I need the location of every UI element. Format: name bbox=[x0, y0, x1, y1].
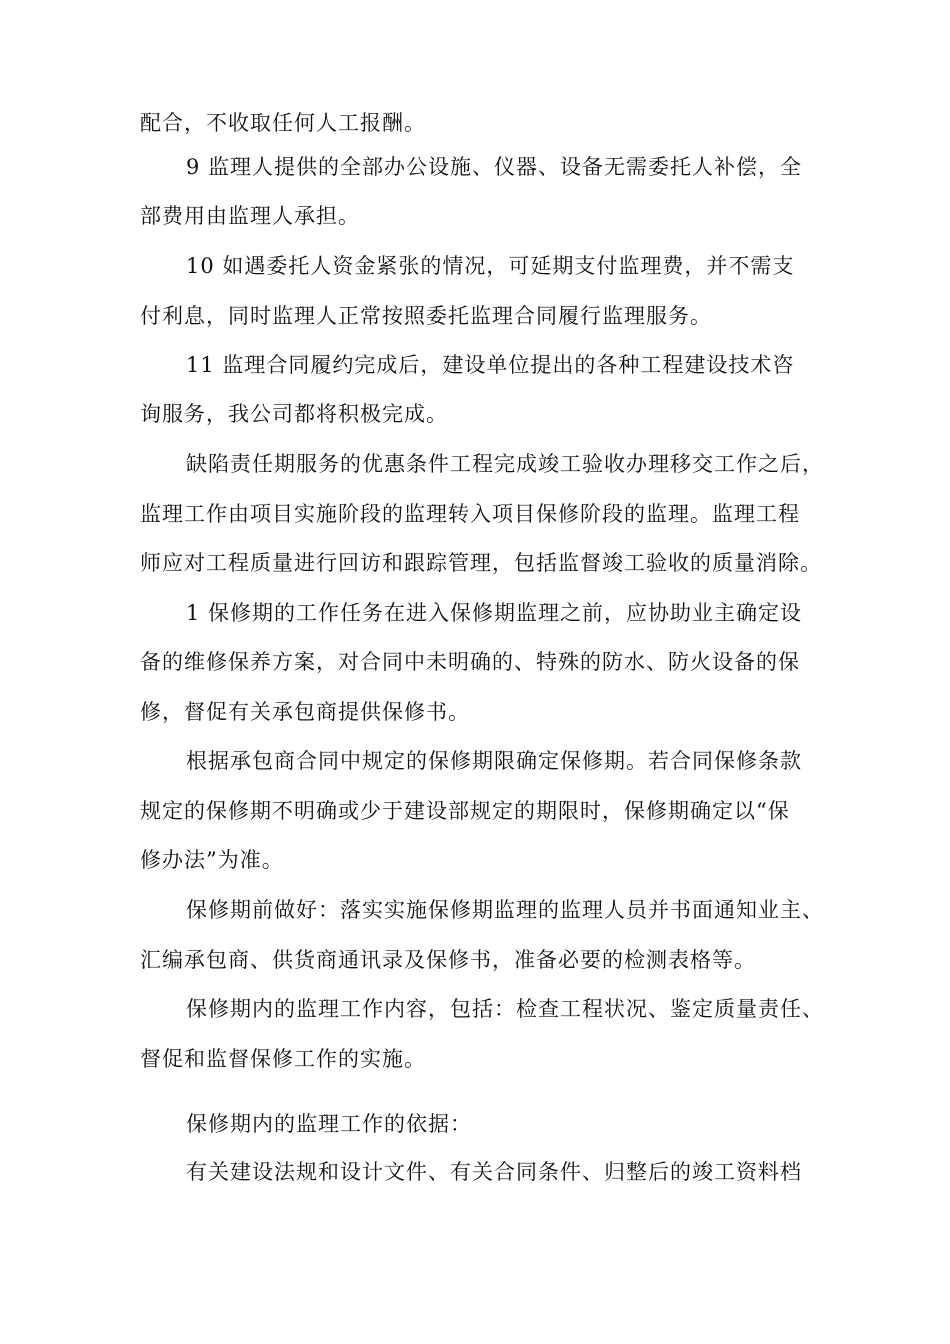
text-line: 师应对工程质量进行回访和跟踪管理，包括监督竣工验收的质量消除。 bbox=[140, 551, 822, 575]
text-line: 保修期内的监理工作的依据： bbox=[186, 1112, 472, 1136]
text-line: 有关建设法规和设计文件、有关合同条件、归整后的竣工资料档 bbox=[186, 1160, 802, 1184]
text-line: 缺陷责任期服务的优惠条件工程完成竣工验收办理移交工作之后， bbox=[186, 452, 824, 476]
text-line: 11 监理合同履约完成后，建设单位提出的各种工程建设技术咨 bbox=[186, 353, 795, 377]
text-line: 备的维修保养方案，对合同中未明确的、特殊的防水、防火设备的保 bbox=[140, 650, 800, 674]
text-line: 9 监理人提供的全部办公设施、仪器、设备无需委托人补偿，全 bbox=[186, 155, 803, 179]
text-line: 10 如遇委托人资金紧张的情况，可延期支付监理费，并不需支 bbox=[186, 254, 795, 278]
text-line: 督促和监督保修工作的实施。 bbox=[140, 1047, 426, 1071]
text-line: 规定的保修期不明确或少于建设部规定的期限时，保修期确定以“保 bbox=[140, 799, 790, 823]
text-line: 修办法”为准。 bbox=[140, 848, 284, 872]
text-line: 付利息，同时监理人正常按照委托监理合同履行监理服务。 bbox=[140, 304, 712, 328]
text-line: 1 保修期的工作任务在进入保修期监理之前，应协助业主确定设 bbox=[186, 601, 803, 625]
text-line: 询服务，我公司都将积极完成。 bbox=[140, 402, 448, 426]
text-line: 部费用由监理人承担。 bbox=[140, 204, 360, 228]
text-line: 配合，不收取任何人工报酬。 bbox=[140, 111, 426, 135]
text-line: 保修期内的监理工作内容，包括：检查工程状况、鉴定质量责任、 bbox=[186, 997, 824, 1021]
text-line: 修，督促有关承包商提供保修书。 bbox=[140, 700, 470, 724]
text-line: 保修期前做好：落实实施保修期监理的监理人员并书面通知业主、 bbox=[186, 898, 824, 922]
text-line: 汇编承包商、供货商通讯录及保修书，准备必要的检测表格等。 bbox=[140, 948, 756, 972]
text-line: 根据承包商合同中规定的保修期限确定保修期。若合同保修条款 bbox=[186, 749, 802, 773]
text-line: 监理工作由项目实施阶段的监理转入项目保修阶段的监理。监理工程 bbox=[140, 502, 800, 526]
